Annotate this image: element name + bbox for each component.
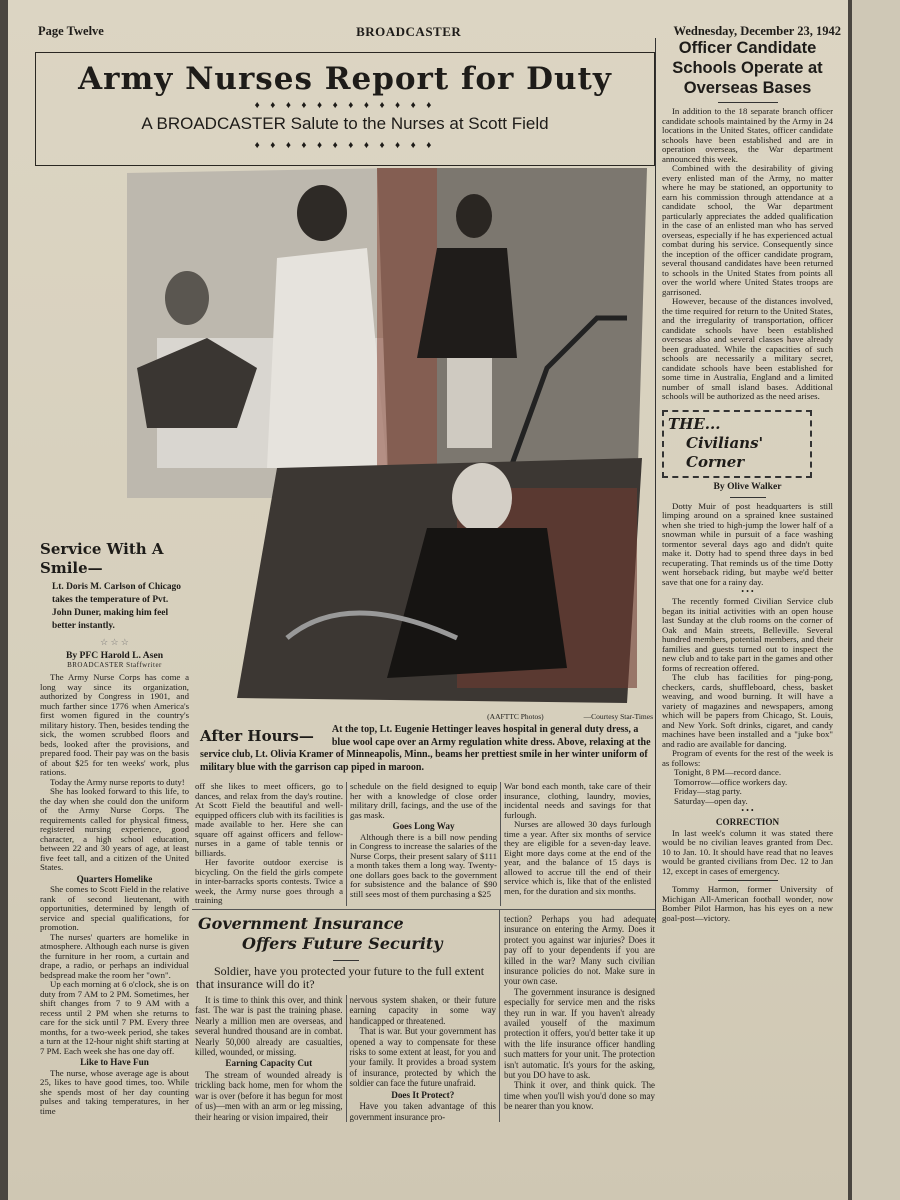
insurance-headline-2: Offers Future Security <box>242 933 443 953</box>
paragraph: Dotty Muir of post headquarters is still limping around on a sprained knee sustained when she tried to high-jump the lower half of a snowman while in pursuit of a face washing tormentor several days ago and didn't quite make it. Dotty had to spend three days in bed recuperating. That reminds us of the time Dotty went horseback riding, but maybe we'd better save that one for a rainy day. <box>662 500 833 587</box>
page-number: Page Twelve <box>38 24 104 38</box>
column-title: Civilians' <box>686 433 764 452</box>
column-title: Corner <box>686 452 745 471</box>
subheadline: A BROADCASTER Salute to the Nurses at Scott Field <box>141 114 549 133</box>
paragraph: Her favorite outdoor exercise is bicycling. On the field the girls compete in inter-barracks sports contests. Twice a week, the Army nurse goes through a training <box>195 857 343 906</box>
subheading: CORRECTION <box>715 817 780 827</box>
ocs-headline: Officer Candidate Schools Operate at Overseas Bases <box>672 39 823 97</box>
subheading: Earning Capacity Cut <box>225 1058 313 1069</box>
paragraph: She has looked forward to this life, to the day when she could don the uniform of the Army Nurse Corps. The requirements called for physical fitness, registered nursing experience, good character, a high school education, between 22 and 30 years of age, at least five feet tall, and a citizen of the United States. <box>40 786 189 872</box>
ornament-row: ♦ ♦ ♦ ♦ ♦ ♦ ♦ ♦ ♦ ♦ ♦ ♦ <box>254 140 436 151</box>
paragraph: Have you taken advantage of this government insurance pro- <box>349 1101 496 1122</box>
photo-credit: (AAFTTC Photos) <box>487 712 544 721</box>
ornament-row: ♦ ♦ ♦ ♦ ♦ ♦ ♦ ♦ ♦ ♦ ♦ ♦ <box>254 100 436 111</box>
insurance-col1 <box>192 995 346 1122</box>
dots-divider: • • • <box>741 587 754 596</box>
subheading: Quarters Homelike <box>76 873 153 884</box>
schedule-item: Tomorrow—office workers day. <box>674 776 788 787</box>
schedule-item: Friday—stag party. <box>674 786 742 796</box>
paragraph: tection? Perhaps you had adequate insurance on entering the Army. Does it protect you against war injuries? Does it pay off to your dependents if you are killed in the war? Many such civilian insurance policies do not. Make sure in your own case. <box>504 913 655 987</box>
byline-role: BROADCASTER Staffwriter <box>67 661 162 669</box>
civilians-article <box>662 502 833 924</box>
paragraph: Think it over, and think quick. The time when you'll wish you'd done so may be nearer than you know. <box>504 1080 655 1112</box>
nurses-article-col4 <box>500 782 654 906</box>
insurance-article <box>192 910 655 1122</box>
paragraph: The Army Nurse Corps has come a long way since its organization, authorized by Congress in 1901, and much farther since 1776 when America's first women figured in the country's military history. Then, besides tending the sick, the women scrubbed floors and beds, looked after the provisions, and prepared food. Their pay was on the basis of about $25 for ten weeks' work, plus rations. <box>40 672 189 777</box>
nurses-article-col2 <box>192 782 346 906</box>
paragraph: It is time to think this over, and think fast. The war is past the training phase. Nearly a million men are overseas, and several hundred thousand are in combat. Nearly 50,000 already are casualties, killed, wounded, or missing. <box>195 994 343 1057</box>
paragraph: Up each morning at 6 o'clock, she is on duty from 7 AM to 2 PM. Sometimes, her shift changes from 7 to 9 AM with a recess until 2 PM when she returns to care for the sick until 7 PM. Every three months, for a two-week period, she takes a turn at the 12-hour night shift starting at 7 PM. Each week she has one day off. <box>40 979 189 1056</box>
caption-text: Lt. Doris M. Carlson of Chicago takes the temperature of Pvt. John Duner, making him feel better instantly. <box>52 582 181 631</box>
subheading: Goes Long Way <box>392 821 455 832</box>
main-area <box>35 52 655 1122</box>
photo-courtesy: —Courtesy Star-Times <box>583 712 653 721</box>
paragraph: That is war. But your government has opened a way to compensate for these risks to some extent at least, for you and your family. It provides a broad system of insurance, protected by which the soldier can face the future unafraid. <box>349 1026 496 1089</box>
adjacent-page-edge <box>852 0 900 1200</box>
issue-date: Wednesday, December 23, 1942 <box>673 24 841 38</box>
paragraph: off she likes to meet officers, go to dances, and relax from the day's routine. At Scott Field the beautiful and well-equipped officers club with its facilities is made available to her. Here she can square off against officers and fellow-nurses in a game of table tennis or billiards. <box>195 781 343 858</box>
paragraph: Combined with the desirability of giving every enlisted man of the Army, no matter where he may be stationed, an opportunity to earn his commission through attendance at a candidate school, the War department particularly appreciates the added qualification in the case of an enlisted man who has served overseas, especially if he has experienced actual combat during his service. Consequently since the inception of the officer candidate program, several thousand candidates have been returned to schools in the United States from points all over the world where United States troops are garrisoned. <box>662 163 833 297</box>
paragraph: The club has facilities for ping-pong, checkers, cards, shuffleboard, chess, basket weaving, and wood burning. It will have a variety of magazines and newspapers, among which will be papers from Chicago, St. Louis, and New York. Soft drinks, cigaret, and candy machines have been installed and a "juke box" and radio are available for dancing. <box>662 672 833 749</box>
event-schedule <box>662 768 833 806</box>
paragraph: War bond each month, take care of their insurance, clothing, laundry, movies, incidental needs and savings for that furlough. <box>504 781 651 820</box>
paragraph: The nurses' quarters are homelike in atmosphere. Although each nurse is given the furniture in her room, a curtain and drape, a radio, or perhaps an individual bedspread make the room her "own". <box>40 931 189 980</box>
paragraph: In last week's column it was stated there would be no civilian leaves granted from Dec. 10 to Jan. 10. It should have read that no leaves would be granted civilians from Dec. 12 to Jan 12, except in cases of emergency. <box>662 827 833 876</box>
paragraph: However, because of the distances involved, the time required for return to the United States, and the irregularity of transportation, officer candidate schools have been established overseas also and several classes have already been graduated. While the capacities of such schools are necessarily a military secret, candidate schools have been established for some time in Australia, England and a limited number of small island bases. Additional schools will be authorized as the need arises. <box>662 296 833 401</box>
byline: By PFC Harold L. Asen <box>65 650 164 661</box>
caption-title: After Hours— <box>200 727 314 745</box>
paragraph: Tommy Harmon, former University of Michigan All-American football wonder, now Bomber Pilot Harmon, has his eyes on a new goal-post—victory. <box>662 884 833 923</box>
schedule-item: Tonight, 8 PM—record dance. <box>674 767 782 777</box>
caption-text: At the top, Lt. Eugenie Hettinger leaves hospital in general duty dress, a blue wool cape over an Army regulation white dress. Above, relaxing at the service club, Lt. Olivia Kramer of Minneapolis, Minn., beams her prettiest smile in her winter uniform of military blue with the garrison cap piped in maroon. <box>200 724 651 773</box>
insurance-col2 <box>346 995 500 1122</box>
ocs-article <box>662 107 833 402</box>
insurance-col3 <box>500 910 655 1122</box>
paragraph: schedule on the field designed to equip her with a knowledge of close order military drill, facings, and the use of the gas mask. <box>350 781 497 820</box>
paragraph: The recently formed Civilian Service club began its initial activities with an open house last Sunday at the club rooms on the corner of Oak and Main streets, Belleville. Several hundred members, potential members, and their families and guests turned out to inspect the new club and to take part in the games and other forms of recreation offered. <box>662 596 833 673</box>
paragraph: The government insurance is designed especially for service men and the risks they run in war. If you haven't already availed youself of the maximum protection it offers, you'd better take it up with the life insurance officer handling such matters for your unit. The protection isn't automatic. It's yours for the asking, but you DO have to ask. <box>504 986 655 1080</box>
headline-box <box>35 52 655 166</box>
paragraph: She comes to Scott Field in the relative rank of second lieutenant, with opportunities, determined by length of service and special qualifications, for promotion. <box>40 884 189 932</box>
civilians-corner-box <box>662 410 812 478</box>
paragraph: Program of events for the rest of the week is as follows: <box>662 748 833 768</box>
after-hours-caption <box>192 724 655 774</box>
paragraph: The nurse, whose average age is about 25, likes to have good times, too. While she spends most of her day counting pulses and taking temperatures, in her time <box>40 1067 189 1116</box>
nurses-article-col3 <box>346 782 500 906</box>
dots-divider: • • • <box>741 806 754 815</box>
paragraph: Today the Army nurse reports to duty! <box>50 776 185 787</box>
stars-divider: ☆ ☆ ☆ <box>100 637 129 647</box>
caption-title: Service With A Smile— <box>40 540 164 577</box>
nurses-photo-collage <box>127 168 652 708</box>
civilians-byline: By Olive Walker <box>713 480 782 492</box>
main-headline: Army Nurses Report for Duty <box>78 61 612 97</box>
masthead-title: BROADCASTER <box>356 24 462 39</box>
right-column <box>655 38 845 923</box>
paragraph: The stream of wounded already is trickling back home, men for whom the war is over (before it has begun for most of us)—men with an arm or leg missing, their hearing or vision impaired, their <box>195 1069 343 1122</box>
paragraph: In addition to the 18 separate branch officer candidate schools maintained by the Army in 24 locations in the United States, officer candidate schools have been established and are in operation overseas, the War department announced this week. <box>662 106 833 164</box>
paragraph: Nurses are allowed 30 days furlough time a year. After six months of service they are eligible for a seven-day leave. Eight more days come at the end of the year, and the balance of 15 days is allowed to accrue till the end of their service which is, like that of the enlisted men, for the duration and six months. <box>504 819 651 896</box>
center-area <box>192 168 655 1122</box>
page-content <box>35 0 845 1128</box>
subheading: Does It Protect? <box>391 1089 455 1100</box>
subheading: Like to Have Fun <box>80 1057 149 1067</box>
insurance-lead: Soldier, have you protected your future to the full extent that insurance will do it? <box>196 963 485 992</box>
nurses-article-col1 <box>40 673 189 1116</box>
paragraph: nervous system shaken, or their future earning capacity in some way handicapped or threatened. <box>349 994 496 1026</box>
schedule-item: Saturday—open day. <box>674 795 748 806</box>
insurance-headline-1: Government Insurance <box>198 913 404 933</box>
paragraph: Although there is a bill now pending in Congress to increase the salaries of the Nurse Corps, their present salary of $111 a month takes them a long way. Twenty-one dollars goes back to the government for subsistence and the balance of $90 still sees most of them purchasing a $25 <box>350 831 497 899</box>
column-title: THE... <box>668 414 721 433</box>
